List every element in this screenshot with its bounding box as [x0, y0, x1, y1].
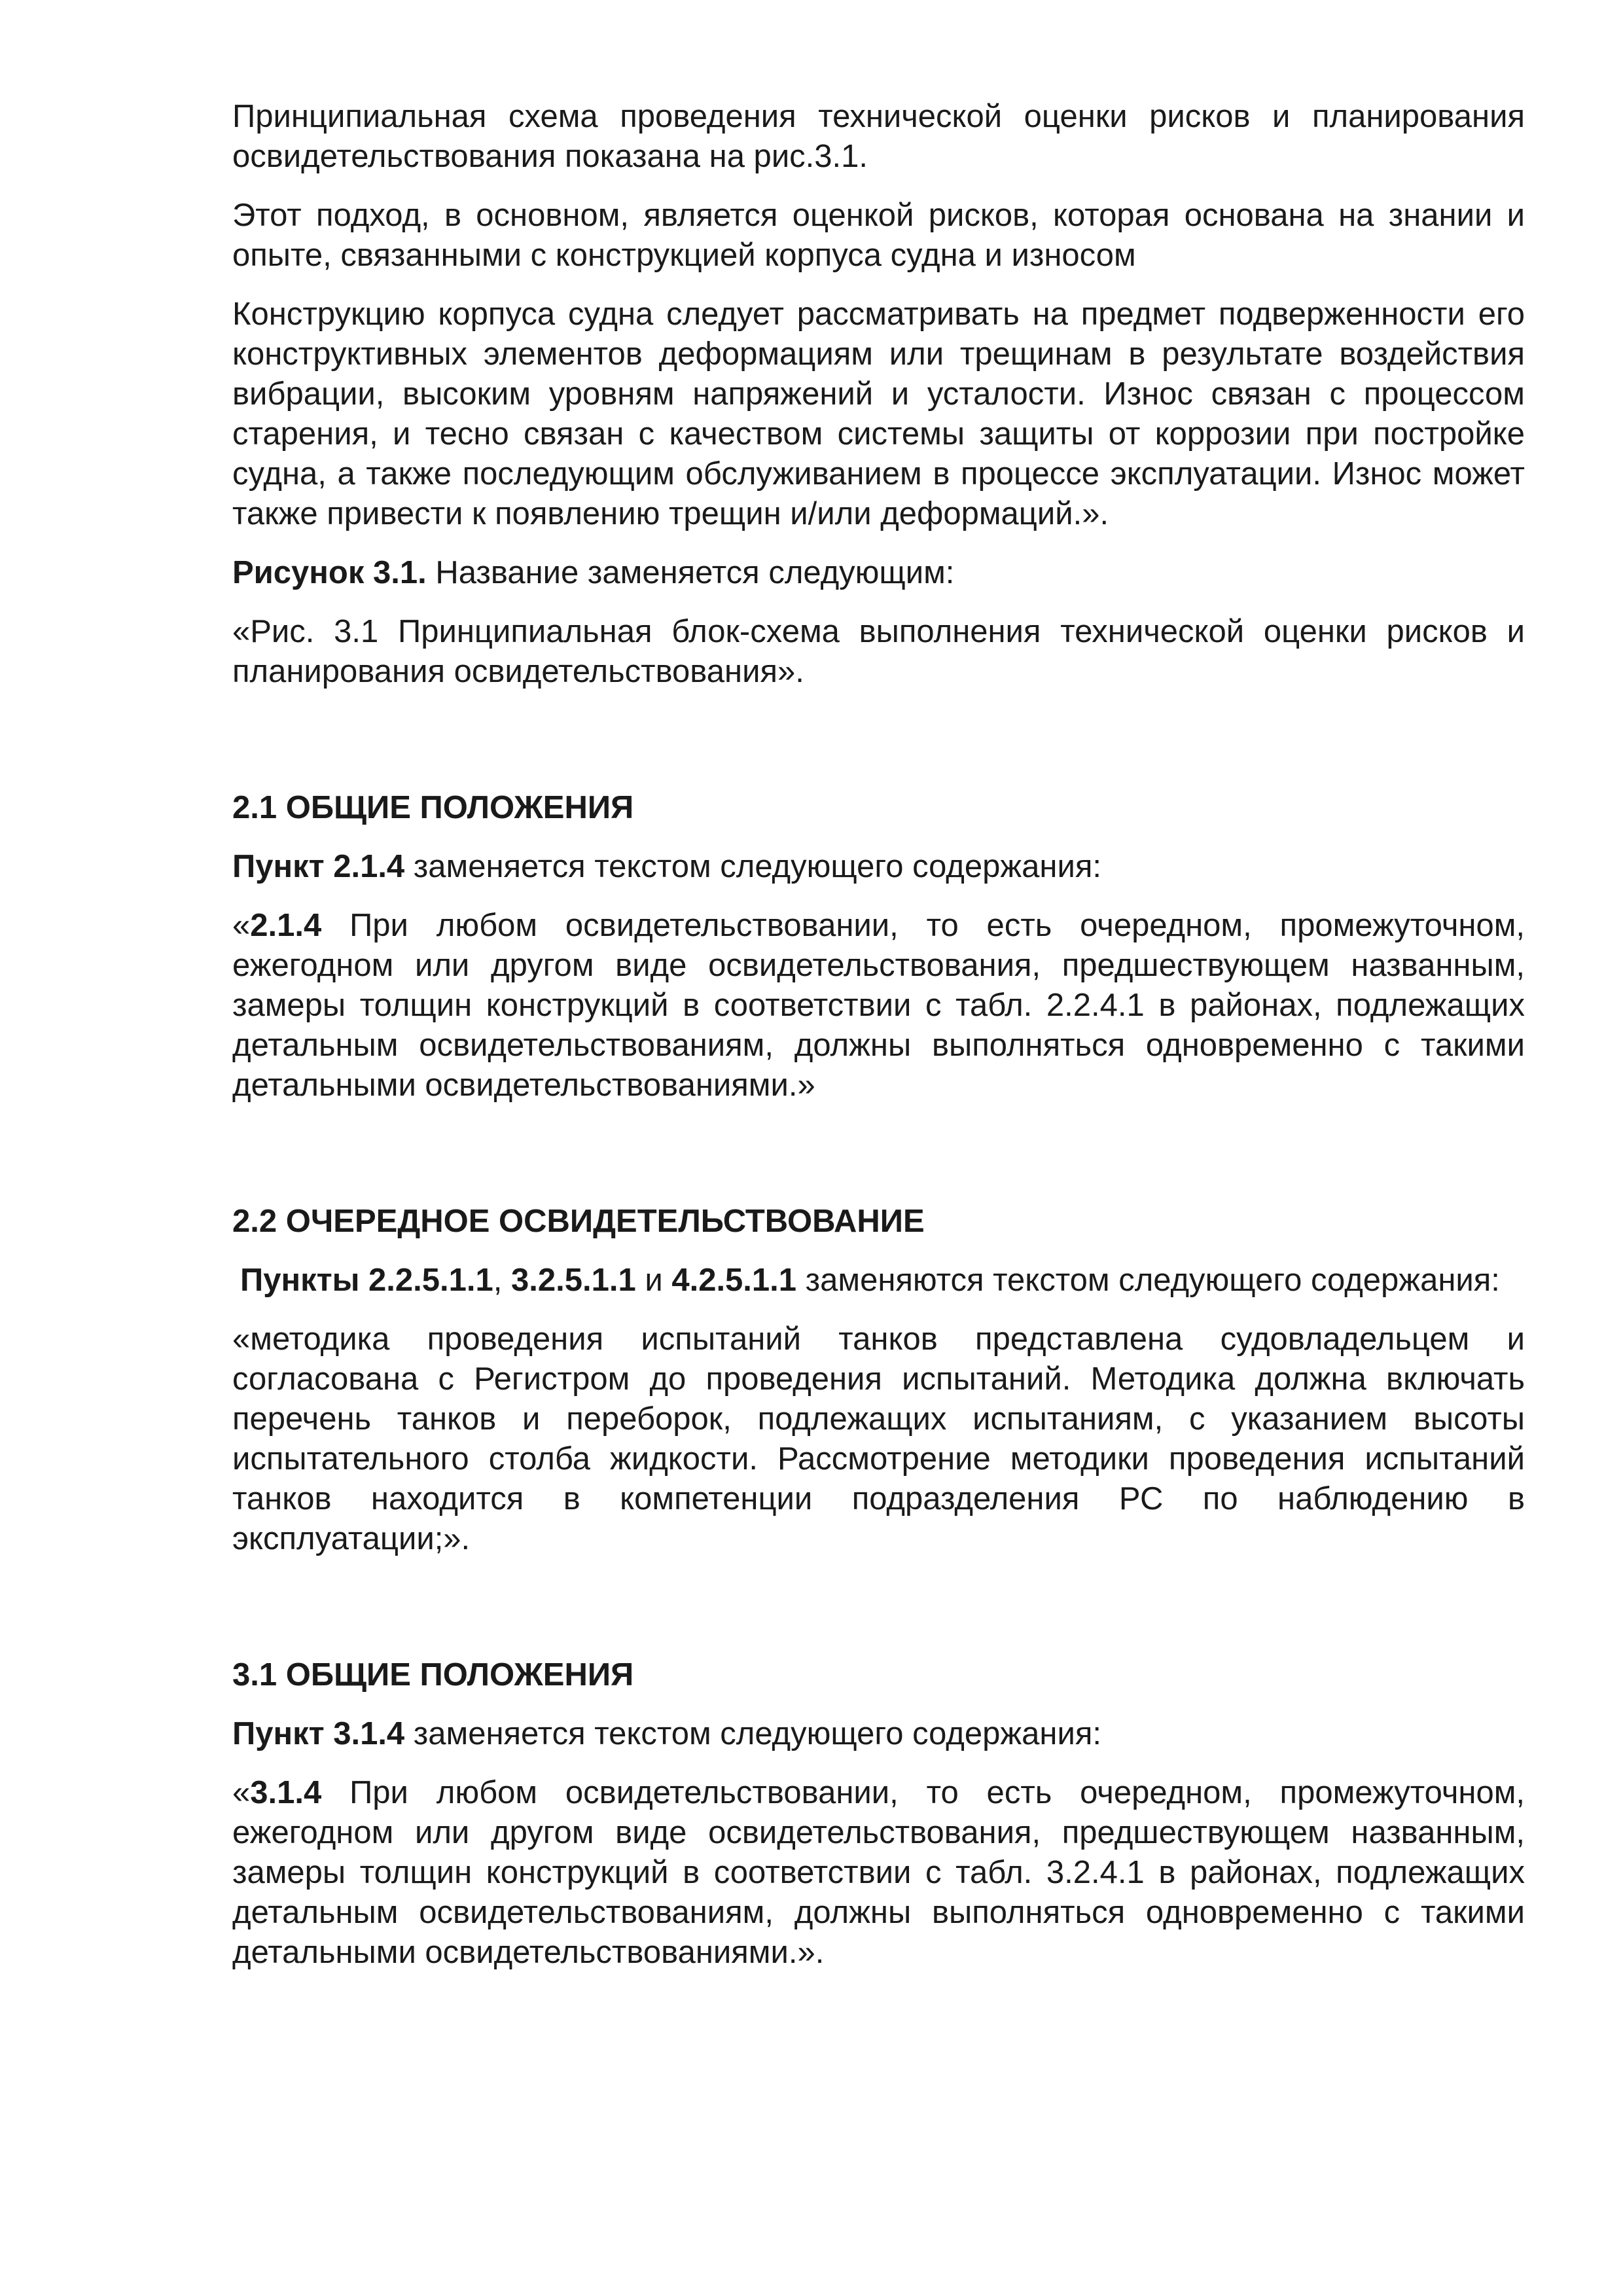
- clause-number: 3.1.4: [250, 1775, 322, 1810]
- clause-text: При любом освидетельствовании, то есть очередном, промежуточном, ежегодном или другом виде освидетельствования, предшествующем названным, замеры толщин конструкций в соответствии с табл. 3.2.4.1 в районах, подлежащих детальным освидетельствованиям, должны выполняться одновременно с такими детальными освидетельствованиями.».: [232, 1775, 1525, 1970]
- clause-number: 2.1.4: [250, 908, 322, 943]
- quote-open: «: [232, 1775, 251, 1810]
- paragraph-hull-structure: Конструкцию корпуса судна следует рассматривать на предмет подверженности его конструктивных элементов деформациям или трещинам в результате воздействия вибрации, высоким уровням напряжений и усталости. Износ связан с процессом старения, и тесно связан с качеством системы защиты от коррозии при постройке судна, а также последующим обслуживанием в процессе эксплуатации. Износ может также привести к появлению трещин и/или деформаций.».: [232, 296, 1525, 531]
- section-2-1-intro: [232, 847, 1525, 887]
- paragraph-figure-title-change: [232, 553, 1525, 593]
- figure-label-rest: Название заменяется следующим:: [426, 555, 955, 590]
- clause-intro-text: заменяется текстом следующего содержания:: [404, 849, 1102, 884]
- clause-ref: Пункт 2.1.4: [232, 849, 405, 884]
- paragraph-approach: Этот подход, в основном, является оценкой рисков, которая основана на знании и опыте, связанными с конструкцией корпуса судна и износом: [232, 198, 1525, 273]
- clause-ref-3: 4.2.5.1.1: [671, 1263, 797, 1298]
- paragraph-scheme-reference: Принципиальная схема проведения технической оценки рисков и планирования освидетельствования показана на рис.3.1.: [232, 99, 1525, 174]
- clause-ref-1: Пункты 2.2.5.1.1: [240, 1263, 493, 1298]
- document-page: [232, 97, 1525, 1992]
- clause-intro-text: заменяются текстом следующего содержания:: [796, 1263, 1500, 1298]
- clause-sep-1: ,: [493, 1263, 511, 1298]
- section-2-2-intro: [232, 1261, 1525, 1300]
- section-heading-2-2: 2.2 ОЧЕРЕДНОЕ ОСВИДЕТЕЛЬСТВОВАНИЕ: [232, 1204, 925, 1239]
- clause-sep-2: и: [635, 1263, 672, 1298]
- clause-ref: Пункт 3.1.4: [232, 1716, 405, 1751]
- clause-intro-text: заменяется текстом следующего содержания:: [404, 1716, 1102, 1751]
- section-heading-3-1: 3.1 ОБЩИЕ ПОЛОЖЕНИЯ: [232, 1657, 634, 1693]
- section-3-1-quote: [232, 1773, 1525, 1973]
- clause-text: При любом освидетельствовании, то есть очередном, промежуточном, ежегодном или другом виде освидетельствования, предшествующем названным, замеры толщин конструкций в соответствии с табл. 2.2.4.1 в районах, подлежащих детальным освидетельствованиям, должны выполняться одновременно с такими детальными освидетельствованиями.»: [232, 908, 1525, 1103]
- section-2-2-body: «методика проведения испытаний танков представлена судовладельцем и согласована с Регистром до проведения испытаний. Методика должна включать перечень танков и переборок, подлежащих испытаниям, с указанием высоты испытательного столба жидкости. Рассмотрение методики проведения испытаний танков находится в компетенции подразделения РС по наблюдению в эксплуатации;».: [232, 1321, 1525, 1556]
- figure-label: Рисунок 3.1.: [232, 555, 427, 590]
- clause-ref-2: 3.2.5.1.1: [511, 1263, 636, 1298]
- section-heading-2-1: 2.1 ОБЩИЕ ПОЛОЖЕНИЯ: [232, 790, 634, 825]
- section-2-1-quote: [232, 906, 1525, 1105]
- quote-open: «: [232, 908, 251, 943]
- paragraph-figure-new-title: «Рис. 3.1 Принципиальная блок-схема выполнения технической оценки рисков и планирования освидетельствования».: [232, 614, 1525, 689]
- section-3-1-intro: [232, 1714, 1525, 1754]
